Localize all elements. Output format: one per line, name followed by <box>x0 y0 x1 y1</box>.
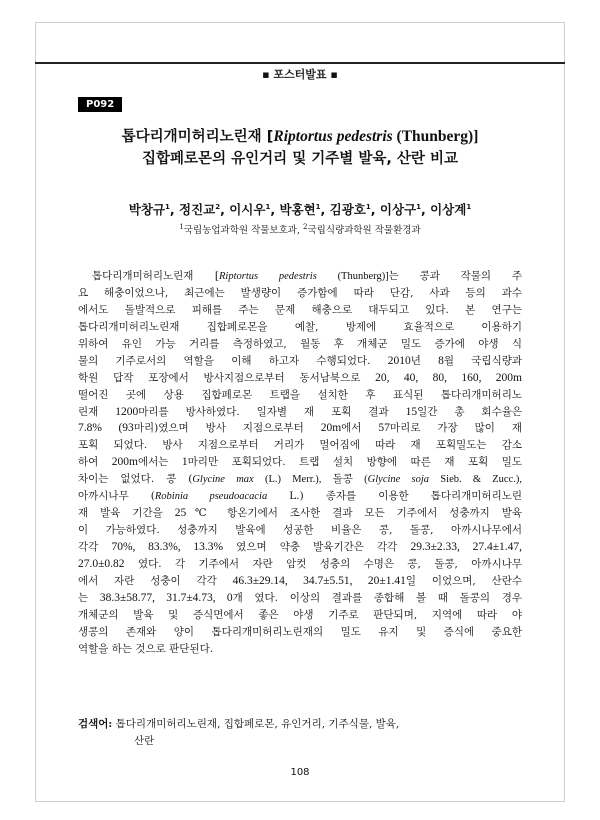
section-label: ▪ 포스터발표 ▪ <box>262 68 338 81</box>
abstract-line: 각각 70%, 83.3%, 13.3% 였으며 약충 발육기간은 각각 29.3±2.33, 27.4±1.47, <box>78 541 523 553</box>
abstract-line: 학원 답작 포장에서 방사지점으로부터 동서남북으로 20, 40, 80, 160, 200m <box>78 371 522 384</box>
abstract-line: 떨어진 곳에 상용 집합페로몬 트랩을 설치한 후 표식된 톱다리개미허리노 <box>78 388 522 401</box>
abstract-line: 아까시나무 (Robinia pseudoacacia L.) 종자를 이용한 톱다리개미허리노린 <box>78 490 523 503</box>
author-name: 이상구 <box>379 202 417 217</box>
abstract-line: 에서 자란 성충이 각각 46.3±29.14, 34.7±5.51, 20±1.41일 이었으며, 산란수 <box>78 574 522 587</box>
author <box>430 202 471 217</box>
author <box>129 202 170 217</box>
affiliations <box>60 222 540 236</box>
author-affil-mark: 1 <box>365 202 371 211</box>
author-name: 박창규 <box>128 202 166 217</box>
author-name: 박홍현 <box>279 202 316 217</box>
title-line-1 <box>60 126 540 148</box>
abstract-line: 역할을 하는 것으로 판단된다. <box>78 642 214 655</box>
author-name: 김광호 <box>329 202 366 217</box>
abstract-line: 는 38.3±58.77, 31.7±4.73, 0개 였다. 이상의 결과를 종합해 볼 때 돌콩의 경우 <box>78 591 523 604</box>
author-name: 이상계 <box>430 202 467 217</box>
abstract-line: 포획 되었다. 방사 지점으로부터 거리가 멀어짐에 따라 재 포획밀도는 감소 <box>78 439 522 452</box>
author <box>229 202 270 217</box>
abstract-line: 톱다리개미허리노린재 [Riptortus pedestris (Thunberg)]는 콩과 작물의 주 <box>92 270 522 282</box>
abstract-line: 27.0±0.82 였다. 각 기주에서 자란 암컷 성충의 수명은 콩, 돌콩, 아까시나무 <box>78 557 522 570</box>
author-affil-mark: 1 <box>165 202 170 211</box>
author-affil-mark: 1 <box>466 202 472 211</box>
abstract-line: 요 해충이었으나, 최근에는 발생량이 증가함에 따라 단감, 사과 등의 과수 <box>78 286 522 299</box>
abstract-line: 이 가능하였다. 성충까지 발육에 성공한 비율은 콩, 돌콩, 아까시나무에서 <box>78 524 522 537</box>
keywords-list-continued: 산란 <box>134 734 155 747</box>
affil-mark: 2 <box>303 222 308 231</box>
abstract-line: 개체군의 발육 및 증식면에서 좋은 야생 기주로 판단되며, 지역에 따라 야 <box>78 608 522 621</box>
author <box>279 202 320 217</box>
species-name: Riptortus pedestris <box>219 271 317 282</box>
page-number: 108 <box>290 767 310 778</box>
abstract-line: 물의 기주로서의 역할을 이해 하고자 수행되었다. 2010년 8월 국립식량과 <box>78 354 523 367</box>
affil-mark: 1 <box>179 222 184 231</box>
species-name: Robinia pseudoacacia <box>154 491 268 503</box>
title-korean: 톱다리개미허리노린재 [ <box>121 129 274 145</box>
affiliation-2: 국립식량과학원 작물환경과 <box>307 225 421 236</box>
abstract-line: 에서도 돌발적으로 피해를 주는 문제 해충으로 대두되고 있다. 본 연구는 <box>78 303 522 316</box>
abstract-body <box>78 268 522 658</box>
species-name: Glycine max <box>192 474 254 486</box>
author-affil-mark: 1 <box>315 202 321 211</box>
abstract-line: 린재 1200마리를 방사하였다. 일자별 재 포획 결과 15일간 총 회수율은 <box>78 405 522 418</box>
species-name: Glycine soja <box>367 474 430 486</box>
author-name: 정진교 <box>179 202 216 217</box>
author <box>179 202 220 217</box>
author-affil-mark: 1 <box>416 202 421 211</box>
author-list: 박창규$^1$, 정진교$^2$, 이시우$^1$, 박홍현$^1$, 김광호$^1$, 이상구$^1$, 이상계$^1$ <box>128 202 472 217</box>
title-line-2: 집합페로몬의 유인거리 및 기주별 발육, 산란 비교 <box>142 151 458 167</box>
abstract-line: 생콩의 존재와 양이 톱다리개미허리노린재의 밀도 유지 및 증식에 중요한 <box>78 625 522 638</box>
author-affil-mark: 1 <box>265 202 271 211</box>
keywords-label: 검색어: <box>78 718 113 730</box>
abstract-line: 하여 200m에서는 1마리만 포획되었다. 트랩 설치 방향에 따른 재 포획 밀도 <box>78 456 523 469</box>
poster-id-badge: P092 <box>78 97 122 112</box>
title-latin <box>273 128 478 145</box>
abstract-line: 차이는 없었다. 콩 (Glycine max (L.) Merr.), 돌콩 (Glycine soja Sieb. & Zucc.), <box>78 473 522 486</box>
affiliation-1: 국립농업과학원 작물보호과, <box>183 225 300 236</box>
author-name: 이시우 <box>229 202 266 217</box>
author-affil-mark: 2 <box>215 202 221 211</box>
author <box>330 202 371 217</box>
author <box>380 202 421 217</box>
title-species: Riptortus pedestris <box>273 128 393 145</box>
paper-title <box>60 126 540 170</box>
keywords-list: 톱다리개미허리노린재, 집합페로몬, 유인거리, 기주식물, 발육, <box>112 718 400 730</box>
abstract-line: 재 발육 기간을 25℃ 항온기에서 조사한 결과 모든 기주에서 성충까지 발육 <box>78 507 522 520</box>
title-authority: (Thunberg)] <box>392 128 479 145</box>
abstract-line: 위하여 유인 가능 거리를 측정하였고, 월동 후 개체군 밀도 증가에 야생 식 <box>78 337 522 350</box>
abstract-line: 7.8% (93마리)였으며 방사 지점으로부터 20m에서 57마리로 가장 많이 재 <box>78 422 522 435</box>
abstract-line: 톱다리개미허리노린재 집합페로몬을 예찰, 방제에 효율적으로 이용하기 <box>78 320 522 333</box>
header-rule <box>35 62 565 64</box>
keywords <box>78 716 522 749</box>
